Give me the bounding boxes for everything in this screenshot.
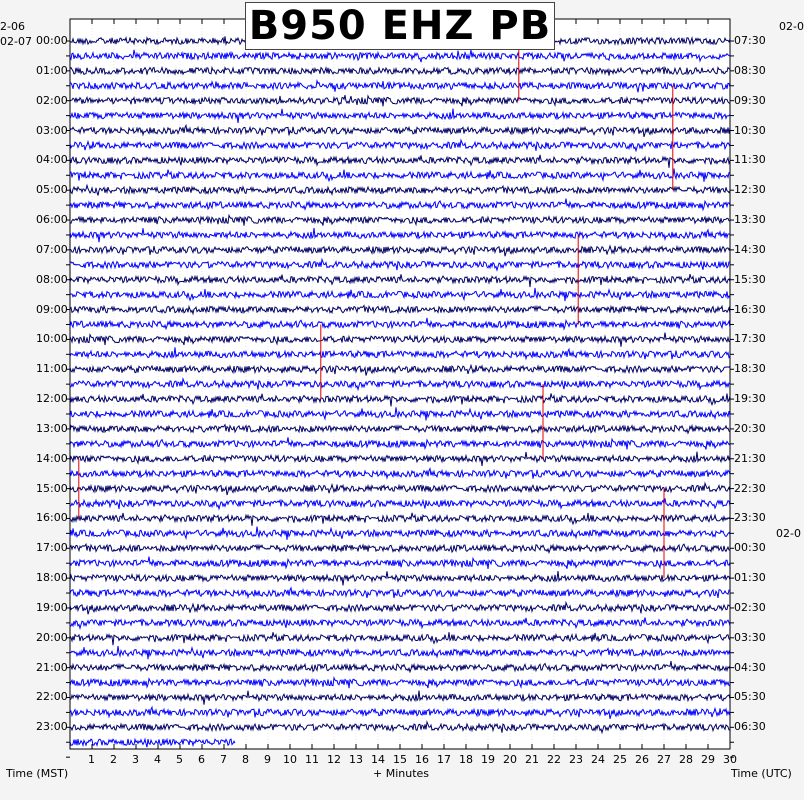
x-tick-label: 15 bbox=[393, 753, 407, 766]
x-tick-label: 4 bbox=[154, 753, 161, 766]
left-time-label: 22:00 bbox=[36, 690, 68, 704]
x-tick-label: 9 bbox=[264, 753, 271, 766]
right-time-label: 09:30 bbox=[734, 93, 766, 107]
left-time-label: 15:00 bbox=[36, 481, 68, 495]
right-time-label: 22:30 bbox=[734, 481, 766, 495]
left-time-label: 12:00 bbox=[36, 392, 68, 406]
x-tick-label: 19 bbox=[481, 753, 495, 766]
right-time-label: 17:30 bbox=[734, 332, 766, 346]
right-time-label: 18:30 bbox=[734, 362, 766, 376]
left-date-start: 2-06 bbox=[0, 20, 25, 33]
right-time-label: 04:30 bbox=[734, 660, 766, 674]
x-tick-label: 22 bbox=[547, 753, 561, 766]
right-time-label: 14:30 bbox=[734, 242, 766, 256]
x-tick-label: 1 bbox=[88, 753, 95, 766]
left-time-label: 04:00 bbox=[36, 153, 68, 167]
left-time-label: 20:00 bbox=[36, 630, 68, 644]
right-time-label: 20:30 bbox=[734, 421, 766, 435]
right-date-next: 02-0 bbox=[776, 527, 801, 540]
left-time-label: 09:00 bbox=[36, 302, 68, 316]
x-tick-label: 20 bbox=[503, 753, 517, 766]
left-axis-label: Time (MST) bbox=[6, 767, 69, 780]
right-time-label: 05:30 bbox=[734, 690, 766, 704]
left-time-label: 11:00 bbox=[36, 362, 68, 376]
right-time-label: 06:30 bbox=[734, 720, 766, 734]
left-time-label: 23:00 bbox=[36, 720, 68, 734]
right-time-label: 11:30 bbox=[734, 153, 766, 167]
right-time-label: 01:30 bbox=[734, 571, 766, 585]
x-tick-label: 28 bbox=[679, 753, 693, 766]
left-time-label: 03:00 bbox=[36, 123, 68, 137]
left-time-label: 02:00 bbox=[36, 93, 68, 107]
x-tick-label: 10 bbox=[283, 753, 297, 766]
left-time-label: 17:00 bbox=[36, 541, 68, 555]
right-time-label: 10:30 bbox=[734, 123, 766, 137]
left-time-label: 13:00 bbox=[36, 421, 68, 435]
right-time-label: 15:30 bbox=[734, 272, 766, 286]
right-date-start: 02-0 bbox=[779, 20, 804, 33]
left-time-label: 01:00 bbox=[36, 63, 68, 77]
right-time-label: 23:30 bbox=[734, 511, 766, 525]
title-box bbox=[245, 2, 555, 50]
x-tick-label: 30 bbox=[723, 753, 737, 766]
x-tick-label: 26 bbox=[635, 753, 649, 766]
x-tick-label: 7 bbox=[220, 753, 227, 766]
left-time-label: 10:00 bbox=[36, 332, 68, 346]
left-date-next: 02-07 bbox=[0, 35, 32, 48]
chart-title: B950 EHZ PB bbox=[248, 3, 552, 49]
left-time-label: 00:00 bbox=[36, 34, 68, 47]
left-time-label: 18:00 bbox=[36, 571, 68, 585]
right-time-label: 13:30 bbox=[734, 213, 766, 227]
x-tick-label: 21 bbox=[525, 753, 539, 766]
x-tick-label: 5 bbox=[176, 753, 183, 766]
x-tick-label: 3 bbox=[132, 753, 139, 766]
left-time-label: 07:00 bbox=[36, 242, 68, 256]
right-time-label: 00:30 bbox=[734, 541, 766, 555]
left-time-label: 19:00 bbox=[36, 600, 68, 614]
right-time-label: 08:30 bbox=[734, 63, 766, 77]
x-tick-label: 16 bbox=[415, 753, 429, 766]
x-tick-label: 17 bbox=[437, 753, 451, 766]
left-time-label: 08:00 bbox=[36, 272, 68, 286]
left-time-label: 21:00 bbox=[36, 660, 68, 674]
right-time-label: 12:30 bbox=[734, 183, 766, 197]
right-time-label: 16:30 bbox=[734, 302, 766, 316]
left-time-label: 05:00 bbox=[36, 183, 68, 197]
x-tick-label: 13 bbox=[349, 753, 363, 766]
right-axis-label: Time (UTC) bbox=[731, 767, 792, 780]
right-time-label: 19:30 bbox=[734, 392, 766, 406]
right-time-label: 03:30 bbox=[734, 630, 766, 644]
right-time-label: 21:30 bbox=[734, 451, 766, 465]
x-tick-label: 12 bbox=[327, 753, 341, 766]
x-tick-label: 14 bbox=[371, 753, 385, 766]
x-tick-label: 18 bbox=[459, 753, 473, 766]
x-tick-label: 8 bbox=[242, 753, 249, 766]
right-time-label: 07:30 bbox=[734, 34, 766, 47]
left-time-label: 14:00 bbox=[36, 451, 68, 465]
x-tick-label: 25 bbox=[613, 753, 627, 766]
x-axis-label: + Minutes bbox=[373, 767, 430, 780]
x-tick-label: 27 bbox=[657, 753, 671, 766]
x-tick-label: 23 bbox=[569, 753, 583, 766]
x-tick-label: 6 bbox=[198, 753, 205, 766]
x-tick-label: 11 bbox=[305, 753, 319, 766]
left-time-label: 06:00 bbox=[36, 213, 68, 227]
x-tick-label: 29 bbox=[701, 753, 715, 766]
x-tick-label: 24 bbox=[591, 753, 605, 766]
x-tick-label: 2 bbox=[110, 753, 117, 766]
right-time-label: 02:30 bbox=[734, 600, 766, 614]
left-time-label: 16:00 bbox=[36, 511, 68, 525]
